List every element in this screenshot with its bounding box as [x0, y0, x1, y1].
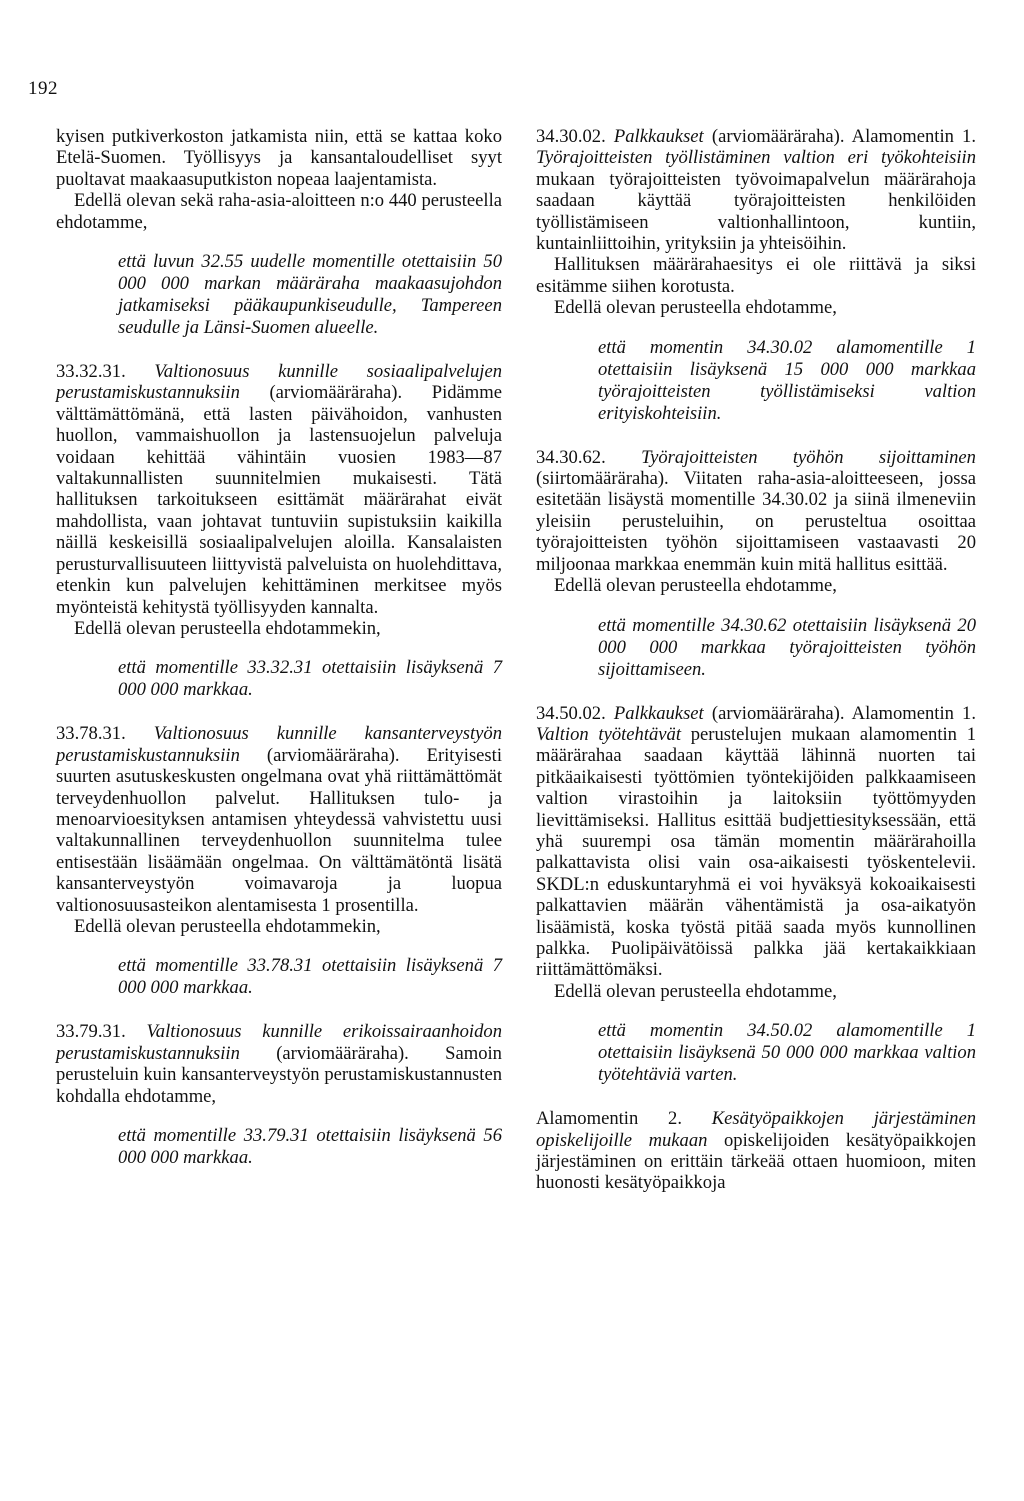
- section-34-50-02: [536, 703, 976, 981]
- section-body: Samoin perusteluin kuin kansanterveystyön perustamiskustannusten kohdalla ehdotamme,: [56, 1042, 502, 1107]
- section-body: perustelujen mukaan alamomentin 1 määrärahaa saadaan käyttää lähinnä nuorten tai pitkäaikaisesti työttömien työntekijöiden palkkaamiseen valtion virastoihin ja laitoksiin työttömyyden lievittämiseksi. Hallitus esittää budjettiesityksessään, että yhä suurempi osa tämän momentin määrärahoilla palkattavista olisi vain osa-aikaisesti työskentelevii. SKDL:n eduskuntaryhmä ei voi hyväksyä kokoaikaisesti palkattavien määrän vähentämistä ja osa-aikatyön lisäämistä, koska työstä pitää saada myös kunnollinen palkka. Puolipäivätöissä palkka jää kertakaikkiaan riittämättömäksi.: [536, 723, 976, 981]
- section-34-30-62: [536, 447, 976, 575]
- section-body: Pidämme välttämättömänä, että lasten päivähoidon, vanhusten huollon, vammaishuollon ja lastensuojelun palveluja voidaan kehittää vähintäin vuosien 1983—87 valtakunnallisten suunnitelmien mukaisesti. Tätä hallituksen tarkoitukseen esittämät määrärahat eivät mahdollista, vaan johtavat tuntuviin supistuksiin kaikilla näillä keskeisillä sosiaalipalvelujen aloilla. Kansalaisten perusturvallisuuteen liittyvistä palveluista on huolehdittava, etenkin kun palvelujen kehittäminen merkitsee myös myönteistä kehitystä työllisyyden kannalta.: [56, 382, 502, 618]
- section-title: Valtionosuus kunnille erikoissairaanhoidon perustamiskustannuksiin: [56, 1021, 502, 1064]
- section-number: 33.79.31.: [56, 1021, 126, 1043]
- subsection-title: Valtion työtehtävät: [536, 723, 682, 745]
- paragraph: Edellä olevan sekä raha-asia-aloitteen n:o 440 perusteella ehdotamme,: [56, 190, 502, 233]
- subsection-label: Alamomentin 1.: [851, 702, 976, 724]
- section-title: Valtionosuus kunnille sosiaalipalvelujen perustamiskustannuksiin: [56, 361, 502, 404]
- proposal: että momentin 34.30.02 alamomentille 1 otettaisiin lisäyksenä 15 000 000 markkaa työrajoitteisten työllistämiseksi valtion erityiskohteisiin.: [598, 336, 976, 424]
- section-33-32-31: [56, 361, 502, 618]
- subsection-2: [536, 1108, 976, 1194]
- section-number: 33.78.31.: [56, 723, 126, 745]
- proposal: että momentille 33.32.31 otettaisiin lisäyksenä 7 000 000 markkaa.: [118, 657, 502, 701]
- paragraph: Hallituksen määrärahaesitys ei ole riittävä ja siksi esitämme siihen korotusta.: [536, 254, 976, 297]
- paragraph: kyisen putkiverkoston jatkamista niin, että se kattaa koko Etelä-Suomen. Työllisyys ja kansantaloudelliset syyt puoltavat maakaasuputkiston nopeaa laajentamista.: [56, 126, 502, 190]
- section-type: (siirtomääräraha).: [536, 468, 669, 490]
- section-body: mukaan työrajoitteisten työvoimapalvelun määrärahoja saadaan käyttää työrajoitteisten henkilöiden työllistämiseen valtionhallintoon, kuntiin, kuntainliittoihin, yrityksiin ja yhteisöihin.: [536, 168, 976, 255]
- paragraph: Edellä olevan perusteella ehdotamme,: [554, 297, 837, 319]
- section-body: Erityisesti suurten asutuskeskusten ongelmana ovat yhä riittämättömät terveydenhuollon palvelut. Hallituksen tulo- ja menoarvioesityksen antamisen yhteydessä vahvistettu uusi valtakunnallinen terveydenhuollon suunnitelma tulee entisestään lisäämään ongelmaa. On välttämätöntä lisätä kansanterveystyön voimavaroja ja luopua valtionosuusasteikon alentamisesta 1 prosentilla.: [56, 744, 502, 916]
- subsection-title: Työrajoitteisten työllistäminen valtion eri työkohteisiin: [536, 147, 976, 169]
- section-body: opiskelijoiden kesätyöpaikkojen järjestäminen on erittäin tärkeää ottaen huomioon, miten huonosti kesätyöpaikkoja: [536, 1129, 976, 1194]
- right-column: [536, 126, 976, 1194]
- proposal: että momentin 34.50.02 alamomentille 1 otettaisiin lisäyksenä 50 000 000 markkaa valtion työtehtäviä varten.: [598, 1020, 976, 1086]
- section-title: Palkkaukset: [613, 702, 704, 724]
- section-number: 34.50.02.: [536, 702, 606, 724]
- section-33-78-31: [56, 723, 502, 916]
- proposal: että momentille 34.30.62 otettaisiin lisäyksenä 20 000 000 markkaa työrajoitteisten työhön sijoittamiseen.: [598, 614, 976, 680]
- paragraph: Edellä olevan perusteella ehdotamme,: [554, 980, 837, 1002]
- left-column: [56, 126, 502, 1191]
- section-type: (arviomääräraha).: [276, 1042, 409, 1064]
- subsection-title: Kesätyöpaikkojen järjestäminen opiskelijoille mukaan: [536, 1108, 977, 1151]
- paragraph: Edellä olevan perusteella ehdotammekin,: [74, 617, 381, 639]
- page-number: 192: [28, 78, 58, 99]
- proposal: että luvun 32.55 uudelle momentille otettaisiin 50 000 000 markan määräraha maakaasujohdon jatkamiseksi pääkaupunkiseudulle, Tampereen seudulle ja Länsi-Suomen alueelle.: [118, 251, 502, 339]
- section-number: 34.30.62.: [536, 446, 606, 468]
- section-title: Työrajoitteisten työhön sijoittaminen: [641, 446, 976, 468]
- paragraph: Edellä olevan perusteella ehdotamme,: [554, 575, 837, 597]
- section-number: 34.30.02.: [536, 126, 606, 147]
- proposal: että momentille 33.78.31 otettaisiin lisäyksenä 7 000 000 markkaa.: [118, 955, 502, 999]
- paragraph: Edellä olevan perusteella ehdotammekin,: [74, 915, 381, 937]
- section-33-79-31: [56, 1021, 502, 1107]
- section-type: (arviomääräraha).: [711, 702, 845, 724]
- subsection-label: Alamomentin 1.: [851, 126, 976, 147]
- section-type: (arviomääräraha).: [711, 126, 845, 147]
- proposal: että momentille 33.79.31 otettaisiin lisäyksenä 56 000 000 markkaa.: [118, 1125, 502, 1168]
- section-title: Palkkaukset: [613, 126, 704, 147]
- section-type: (arviomääräraha).: [269, 382, 403, 404]
- section-type: (arviomääräraha).: [266, 744, 400, 766]
- section-body: Viitaten raha-asia-aloitteeseen, jossa esitetään lisäystä momentille 34.30.02 ja siinä ilmeneviin yleisiin perusteluihin, on perusteltua osoittaa työrajoitteisten työhön sijoittamiseen vastaavasti 20 miljoonaa markkaa enemmän kuin mitä hallitus esittää.: [536, 468, 976, 575]
- section-number: 33.32.31.: [56, 361, 126, 383]
- section-title: Valtionosuus kunnille kansanterveystyön perustamiskustannuksiin: [56, 723, 502, 766]
- subsection-label: Alamomentin 2.: [536, 1108, 682, 1130]
- section-34-30-02: [536, 126, 976, 254]
